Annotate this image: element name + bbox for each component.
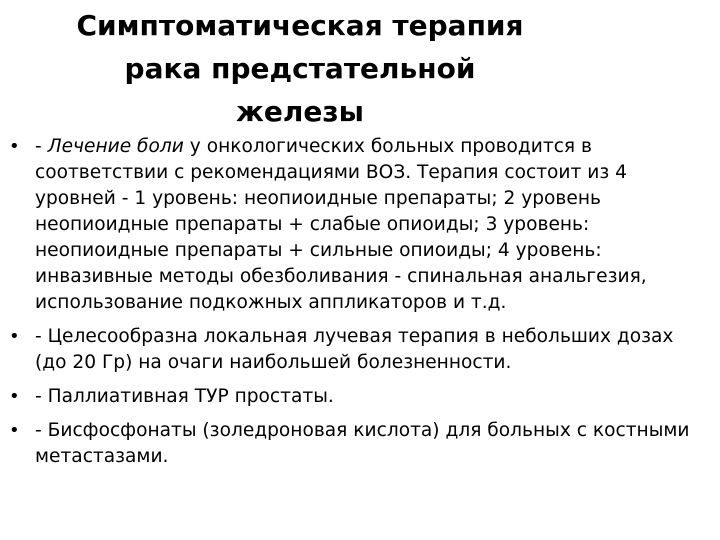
bullet-prefix: - [35,136,48,157]
bullet-item-radiotherapy [0,324,690,376]
bullet-text: - Целесообразна локальная лучевая терапия в небольших дозах (до 20 Гр) на очаги наибольшей болезненности. [35,326,674,373]
bullet-list [0,134,690,470]
bullet-dot-icon: • [9,420,20,441]
bullet-item-pain-treatment [0,134,690,316]
bullet-italic-term: Лечение боли [47,136,184,157]
bullet-body: у онкологических больных проводится в соответствии с рекомендациями ВОЗ. Терапия состоит из 4 уровней - 1 уровень: неопиоидные препараты; 2 уровень неопиоидные препараты + слабые опиоиды; 3 уровень: неопиоидные препараты + сильные опиоиды; 4 уровень: инвазивные методы обезболивания - спинальная анальгезия, использование подкожных аппликаторов и т.д. [35,136,647,313]
bullet-dot-icon: • [9,386,20,407]
title-line-1: Симптоматическая терапия [76,9,524,42]
bullet-text [35,136,647,313]
bullet-item-tur [0,384,690,410]
bullet-dot-icon: • [9,136,20,157]
title-line-2: рака предстательной [124,52,476,85]
bullet-item-bisphosphonates [0,418,690,470]
title-line-3: железы [236,95,364,128]
slide-title [40,4,560,133]
bullet-dot-icon: • [9,326,20,347]
bullet-text: - Паллиативная ТУР простаты. [35,386,334,407]
bullet-text: - Бисфосфонаты (золедроновая кислота) для больных с костными метастазами. [35,420,690,467]
